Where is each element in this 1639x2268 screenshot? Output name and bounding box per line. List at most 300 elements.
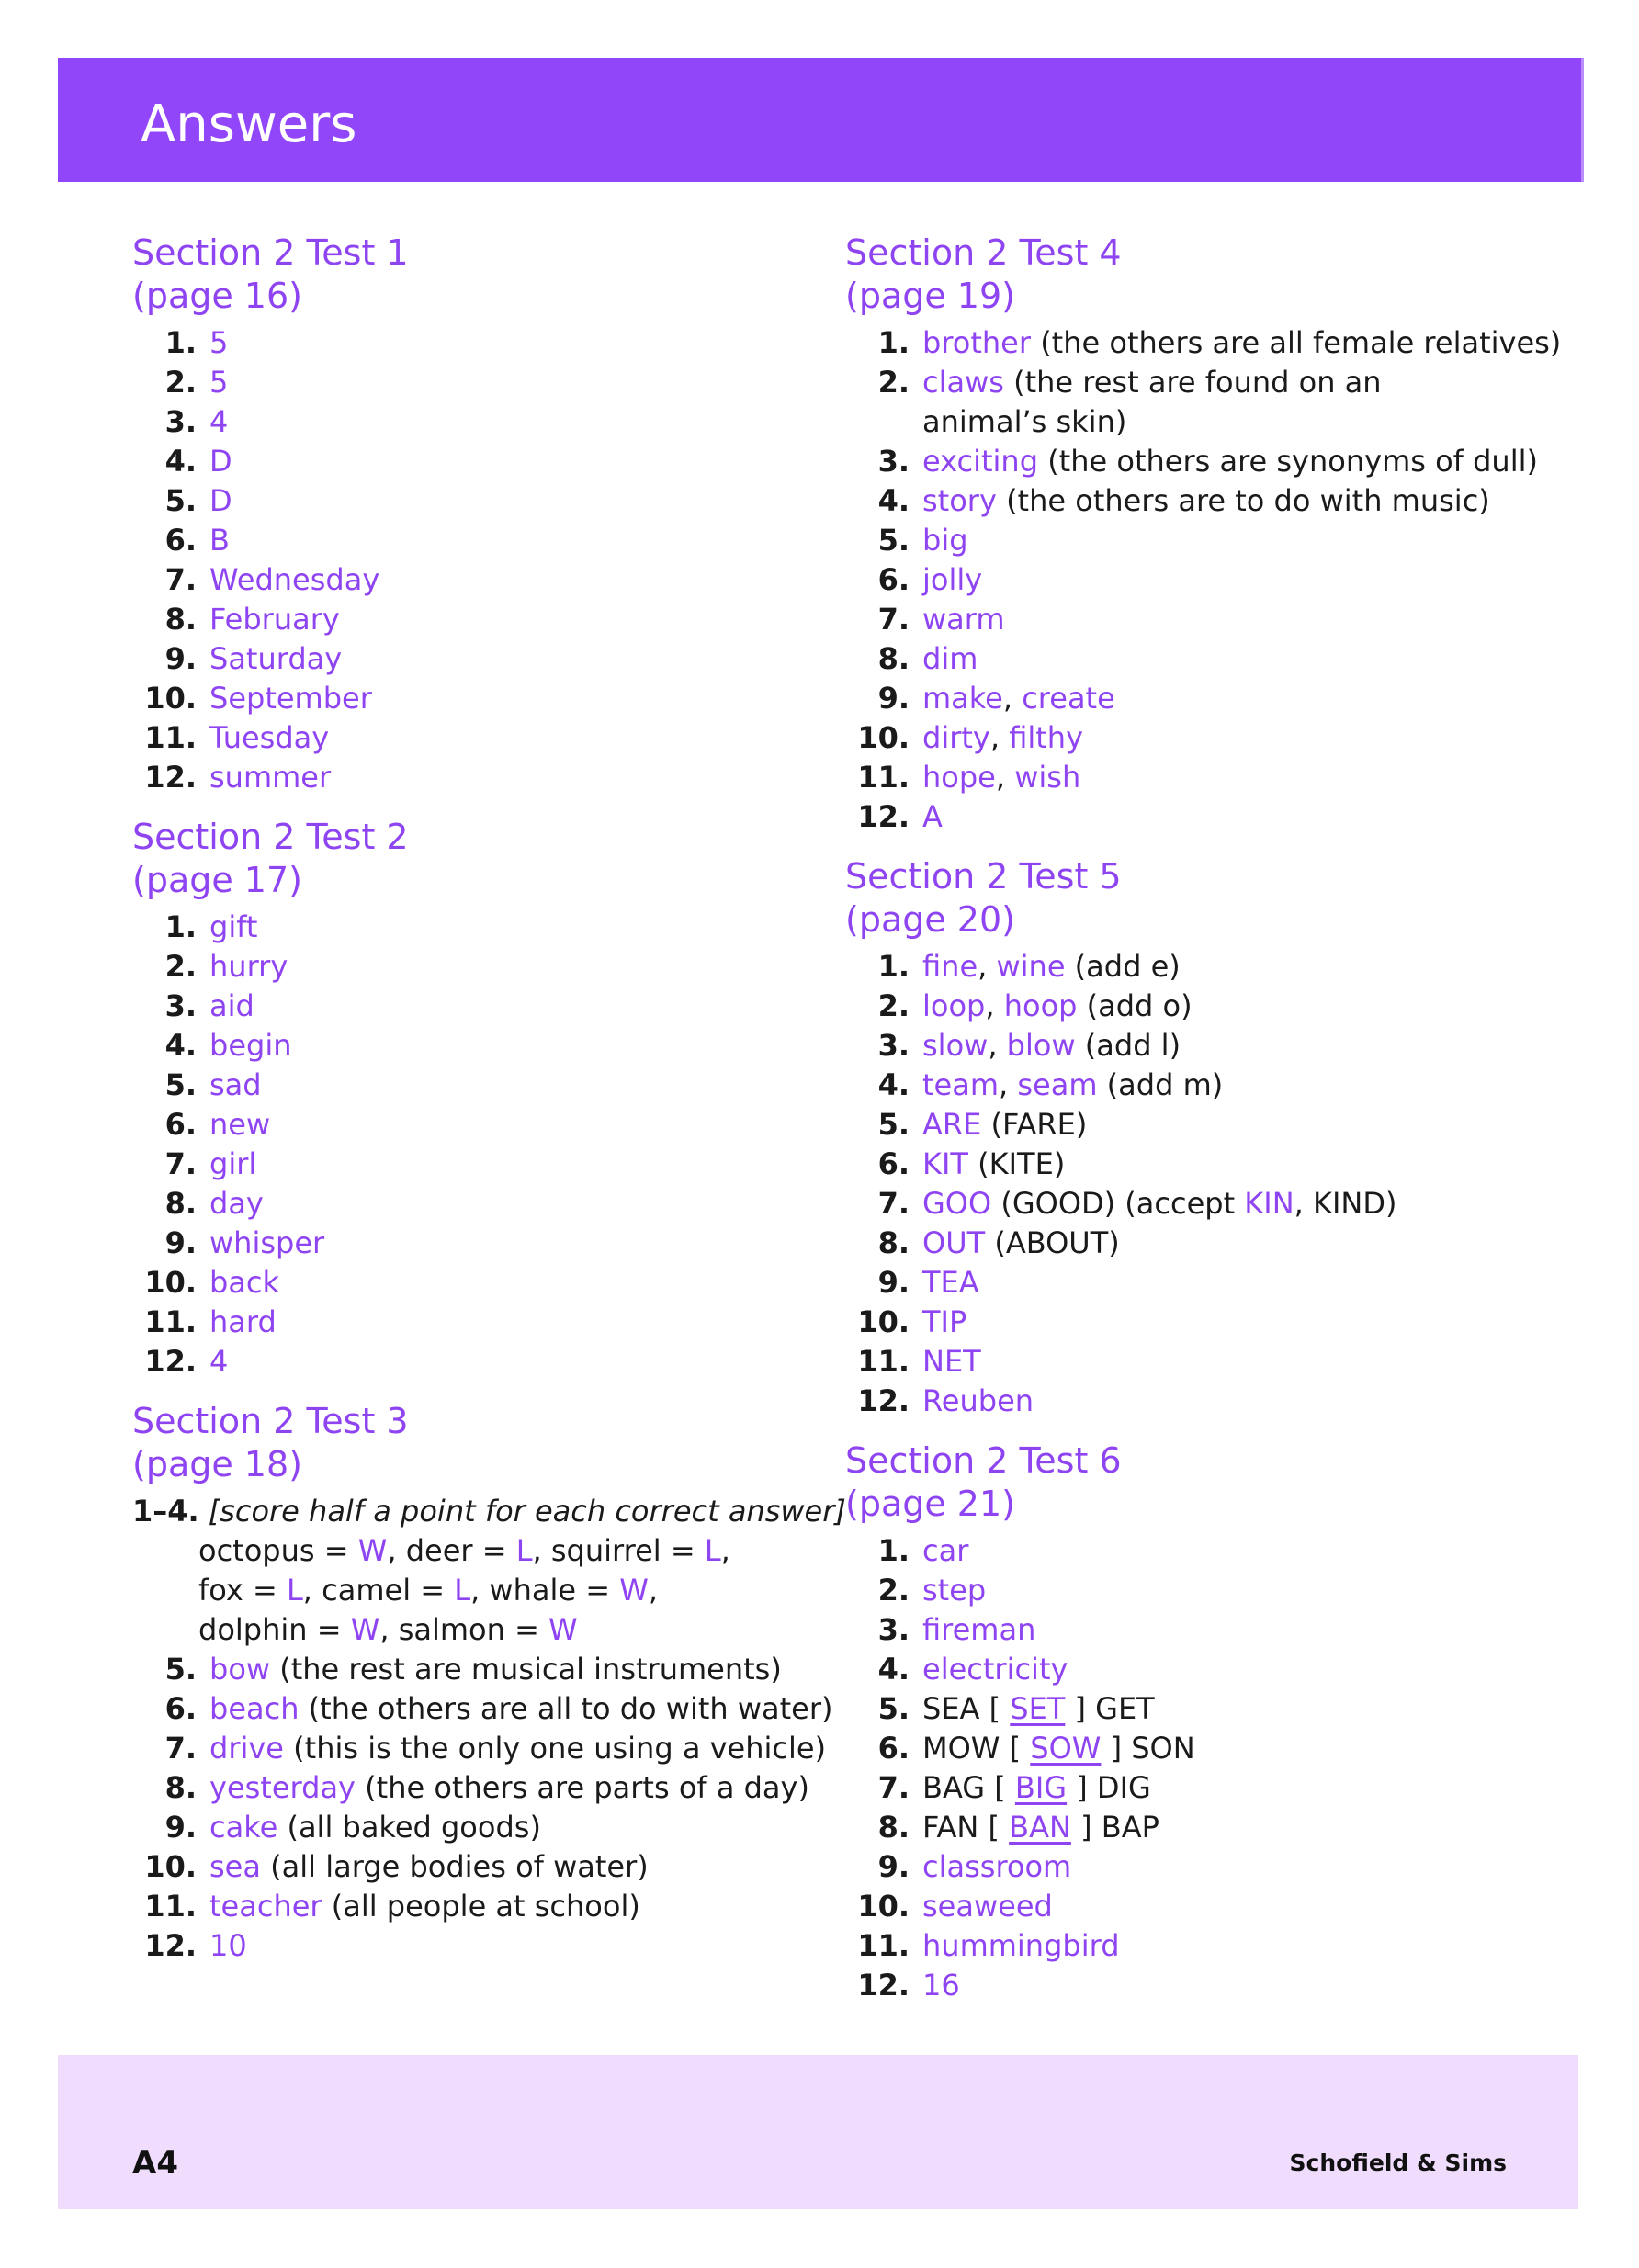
- answer-value: car: [922, 1533, 969, 1568]
- answer-value: create: [1022, 681, 1115, 716]
- answer-value: make: [922, 681, 1003, 716]
- answer-value: filthy: [1009, 720, 1083, 755]
- list-item: [132, 1808, 831, 1847]
- item-content: [209, 1066, 262, 1105]
- answer-value: wine: [996, 949, 1066, 984]
- list-item: [845, 1342, 1543, 1382]
- item-content: [922, 1224, 1120, 1263]
- list-item: [132, 600, 831, 639]
- item-content: [209, 1729, 826, 1768]
- answer-value: hope: [922, 760, 996, 795]
- answer-value: L: [704, 1533, 721, 1568]
- item-number: 9.: [164, 1810, 197, 1845]
- list-item: [845, 560, 1543, 600]
- page-number: A4: [132, 2145, 178, 2182]
- item-number: 5.: [164, 483, 197, 518]
- answer-value: bow: [209, 1652, 271, 1687]
- item-content: [209, 1926, 247, 1966]
- section-2-test-4: [845, 231, 1562, 837]
- list-item: [845, 758, 1543, 797]
- answer-text: MOW [: [922, 1731, 1031, 1766]
- answer-value: KIT: [922, 1146, 968, 1181]
- item-content: [209, 1184, 264, 1224]
- answer-text: ] GET: [1065, 1691, 1155, 1726]
- answer-value: L: [454, 1573, 471, 1608]
- answer-value: TIP: [922, 1304, 967, 1339]
- answer-value: GOO: [922, 1186, 992, 1221]
- item-number: 7.: [877, 602, 910, 637]
- item-content: [922, 1382, 1034, 1421]
- page-title: Answers: [141, 95, 357, 154]
- list-item: [845, 442, 1543, 481]
- item-number: 11.: [857, 1928, 910, 1963]
- answer-text: ] BAP: [1070, 1810, 1159, 1845]
- section-page-ref: (page 21): [845, 1484, 1015, 1524]
- item-number: 7.: [164, 1146, 197, 1181]
- answer-text: ] DIG: [1067, 1770, 1151, 1805]
- item-number: 9.: [877, 681, 910, 716]
- answer-text: , deer =: [387, 1533, 516, 1568]
- list-item: [845, 521, 1543, 560]
- page-header: [58, 58, 1581, 182]
- item-content: [209, 521, 230, 560]
- item-content: [209, 1768, 809, 1808]
- answer-value: slow: [922, 1028, 989, 1063]
- answer-text: octopus =: [198, 1533, 358, 1568]
- item-number: 8.: [877, 1225, 910, 1260]
- item-number: 1.: [877, 1533, 910, 1568]
- item-content: [922, 1689, 1155, 1729]
- answer-list: [845, 323, 1562, 837]
- section-page-ref: (page 18): [132, 1444, 302, 1484]
- item-number: 4.: [164, 444, 197, 479]
- answer-value: warm: [922, 602, 1005, 637]
- item-content: [209, 1105, 270, 1145]
- list-item: [845, 1303, 1543, 1342]
- section-title: Section 2 Test 2: [132, 817, 409, 857]
- answer-text: SEA [: [922, 1691, 1011, 1726]
- item-content: [209, 1145, 256, 1184]
- answer-value: ARE: [922, 1107, 982, 1142]
- answer-note: (add m): [1097, 1067, 1224, 1102]
- item-content: [922, 323, 1561, 363]
- answer-separator: ,: [985, 988, 1004, 1023]
- answer-line: [132, 1531, 831, 1571]
- answer-list: [845, 947, 1543, 1421]
- item-content: [922, 442, 1538, 481]
- answer-value: W: [548, 1612, 578, 1647]
- answer-separator: ,: [1002, 681, 1023, 716]
- item-number: 10.: [857, 720, 910, 755]
- list-item: [132, 521, 831, 560]
- list-item: [132, 1847, 831, 1887]
- item-content: [922, 987, 1193, 1026]
- list-item: [132, 1650, 831, 1689]
- item-number: 3.: [164, 404, 197, 439]
- item-content: [922, 1263, 979, 1303]
- list-item: [845, 718, 1543, 758]
- item-content: [922, 1105, 1087, 1145]
- answer-value: W: [619, 1573, 649, 1608]
- section-page-ref: (page 20): [845, 899, 1015, 940]
- list-item: [132, 1729, 831, 1768]
- item-content: [209, 758, 331, 797]
- item-content: [922, 1847, 1071, 1887]
- answer-value: aid: [209, 988, 254, 1023]
- list-item: [845, 1571, 1543, 1610]
- item-content: [922, 758, 1080, 797]
- answer-value: teacher: [209, 1889, 322, 1924]
- answer-note: (the rest are found on an: [1003, 365, 1382, 400]
- item-content: [209, 1689, 832, 1729]
- item-number: 1.: [164, 325, 197, 360]
- answer-value: hoop: [1003, 988, 1078, 1023]
- list-item: [845, 1689, 1543, 1729]
- answer-value: seam: [1017, 1067, 1098, 1102]
- list-item: [845, 1066, 1543, 1105]
- answer-value: exciting: [922, 444, 1039, 479]
- answer-value: team: [922, 1067, 1000, 1102]
- answer-value: whisper: [209, 1225, 325, 1260]
- item-number: 9.: [877, 1849, 910, 1884]
- list-item: [132, 639, 831, 679]
- answer-value: A: [922, 799, 943, 834]
- answer-value: hard: [209, 1304, 277, 1339]
- item-content: [922, 521, 968, 560]
- item-content: [922, 1966, 960, 2005]
- answer-value: story: [922, 483, 997, 518]
- section-page-ref: (page 16): [132, 276, 302, 316]
- item-content: [922, 560, 982, 600]
- item-content: [209, 363, 228, 402]
- item-number: 2.: [164, 365, 197, 400]
- list-item: [845, 323, 1562, 363]
- section-2-test-6: [845, 1439, 1543, 2005]
- answer-note: (FARE): [981, 1107, 1088, 1142]
- item-content: [922, 1926, 1120, 1966]
- answer-value: drive: [209, 1731, 284, 1766]
- answer-value: back: [209, 1265, 280, 1300]
- item-content: [922, 1066, 1223, 1105]
- list-item: [132, 947, 831, 987]
- answer-value: SET: [1010, 1691, 1066, 1726]
- answer-value: gift: [209, 909, 258, 944]
- item-number: 2.: [877, 988, 910, 1023]
- answer-value: D: [209, 444, 232, 479]
- item-number: 9.: [164, 1225, 197, 1260]
- list-item: [845, 1847, 1543, 1887]
- page-footer: [58, 2055, 1578, 2209]
- item-number: 3.: [877, 1028, 910, 1063]
- answer-text: FAN [: [922, 1810, 1010, 1845]
- item-content: [209, 560, 379, 600]
- list-item: [132, 718, 831, 758]
- list-item: [132, 1926, 831, 1966]
- answer-value: new: [209, 1107, 271, 1142]
- answer-value: day: [209, 1186, 264, 1221]
- item-content: [922, 679, 1115, 718]
- item-number: 11.: [857, 760, 910, 795]
- answer-note: (all people at school): [322, 1889, 640, 1924]
- answer-note: (the others are all to do with water): [299, 1691, 833, 1726]
- list-item: [845, 1145, 1543, 1184]
- answer-value: February: [209, 602, 340, 637]
- item-number: 6.: [164, 1691, 197, 1726]
- answer-note: (the others are synonyms of dull): [1038, 444, 1538, 479]
- list-item: [845, 1263, 1543, 1303]
- item-number: 6.: [164, 1107, 197, 1142]
- answer-text: , camel =: [302, 1573, 455, 1608]
- answer-note: (this is the only one using a vehicle): [283, 1731, 827, 1766]
- answer-value: Saturday: [209, 641, 343, 676]
- list-item: [845, 1382, 1543, 1421]
- item-number: 4.: [877, 1652, 910, 1687]
- answer-text: BAG [: [922, 1770, 1015, 1805]
- answer-value: 10: [209, 1928, 247, 1963]
- item-content: [922, 1729, 1195, 1768]
- list-item: [132, 402, 831, 442]
- list-item: [845, 1966, 1543, 2005]
- list-item: [132, 1887, 831, 1926]
- section-title: Section 2 Test 1: [132, 232, 409, 273]
- section-2-test-2: [132, 816, 831, 1382]
- item-number: 5.: [164, 1067, 197, 1102]
- item-content: [209, 987, 254, 1026]
- answer-line: [132, 1571, 831, 1610]
- item-content: [922, 718, 1083, 758]
- answer-value: Reuben: [922, 1383, 1034, 1418]
- list-item: [132, 1768, 831, 1808]
- list-item: [845, 1926, 1543, 1966]
- section-title: Section 2 Test 3: [132, 1401, 409, 1441]
- answer-value: wish: [1014, 760, 1081, 795]
- answer-text: , squirrel =: [532, 1533, 705, 1568]
- answer-note: (add o): [1077, 988, 1193, 1023]
- answer-value: dim: [922, 641, 978, 676]
- item-number: 3.: [164, 988, 197, 1023]
- item-content: [922, 1768, 1151, 1808]
- list-item: [132, 1224, 831, 1263]
- item-content: [922, 1184, 1396, 1224]
- publisher-name: Schofield & Sims: [1289, 2150, 1507, 2176]
- answer-value: brother: [922, 325, 1032, 360]
- item-content: [209, 1342, 228, 1382]
- scoring-note: [score half a point for each correct answer]: [208, 1494, 846, 1529]
- item-number: 10.: [144, 1849, 197, 1884]
- item-number: 2.: [877, 365, 910, 400]
- item-number: 7.: [877, 1186, 910, 1221]
- answer-value: 16: [922, 1968, 960, 2003]
- item-content: [209, 639, 342, 679]
- answer-value: W: [357, 1533, 388, 1568]
- list-item: [845, 987, 1543, 1026]
- answer-value: classroom: [922, 1849, 1072, 1884]
- answer-text: ,: [720, 1533, 730, 1568]
- answer-value: Tuesday: [209, 720, 330, 755]
- item-number: 2.: [164, 949, 197, 984]
- list-item: [845, 1105, 1543, 1145]
- answer-value: sea: [209, 1849, 261, 1884]
- answer-note: (KITE): [967, 1146, 1066, 1181]
- item-content: [922, 1610, 1035, 1650]
- section-2-test-1: [132, 231, 831, 797]
- answer-value: OUT: [922, 1225, 986, 1260]
- item-number: 9.: [164, 641, 197, 676]
- answer-value: L: [515, 1533, 533, 1568]
- item-number: 10.: [857, 1889, 910, 1924]
- item-content: [922, 1887, 1053, 1926]
- list-item: [132, 442, 831, 481]
- answer-separator: ,: [995, 760, 1015, 795]
- answer-value: SOW: [1030, 1731, 1102, 1766]
- item-number: 8.: [164, 602, 197, 637]
- answer-value: hummingbird: [922, 1928, 1120, 1963]
- item-number: 12.: [857, 799, 910, 834]
- answer-value: seaweed: [922, 1889, 1053, 1924]
- item-content: [922, 1145, 1065, 1184]
- item-content: [922, 600, 1005, 639]
- left-column: [132, 231, 846, 1984]
- list-item: [845, 1887, 1543, 1926]
- list-item: [132, 560, 831, 600]
- list-item: [132, 1342, 831, 1382]
- answer-value: NET: [922, 1344, 981, 1379]
- answer-value: jolly: [922, 562, 983, 597]
- answer-note: (the others are all female relatives): [1031, 325, 1562, 360]
- item-number: 7.: [877, 1770, 910, 1805]
- list-item: [132, 1105, 831, 1145]
- answer-value: claws: [922, 365, 1004, 400]
- item-number: 5.: [877, 523, 910, 558]
- item-content: [209, 1650, 782, 1689]
- list-item: [845, 1610, 1543, 1650]
- item-number: 11.: [857, 1344, 910, 1379]
- section-2-test-5: [845, 855, 1543, 1421]
- list-item: [845, 1729, 1543, 1768]
- item-number: 6.: [877, 562, 910, 597]
- item-number: 8.: [164, 1186, 197, 1221]
- item-content: [209, 1026, 291, 1066]
- item-number: 1.: [877, 949, 910, 984]
- section-page-ref: (page 19): [845, 276, 1015, 316]
- answer-value: September: [209, 681, 372, 716]
- item-number: 7.: [164, 1731, 197, 1766]
- answer-text: ,: [648, 1573, 659, 1608]
- item-number: 6.: [877, 1731, 910, 1766]
- item-content: [209, 1887, 640, 1926]
- answer-value: step: [922, 1573, 987, 1608]
- section-title: Section 2 Test 6: [845, 1440, 1122, 1481]
- list-item: [132, 908, 831, 947]
- answer-value: D: [209, 483, 232, 518]
- list-item: [845, 1650, 1543, 1689]
- item-content: [922, 1342, 981, 1382]
- list-item: [132, 1263, 831, 1303]
- item-number: 10.: [857, 1304, 910, 1339]
- item-number: 12.: [857, 1383, 910, 1418]
- item-number: 12.: [144, 1344, 197, 1379]
- item-number: 11.: [144, 1889, 197, 1924]
- item-content: [922, 1303, 966, 1342]
- answer-text: , whale =: [470, 1573, 620, 1608]
- list-item: [132, 1303, 831, 1342]
- item-number: 4.: [877, 1067, 910, 1102]
- list-item: [132, 1689, 831, 1729]
- item-number: 3.: [877, 444, 910, 479]
- answer-separator: ,: [989, 720, 1010, 755]
- section-2-test-3: [132, 1400, 846, 1966]
- item-content: [209, 600, 340, 639]
- item-content: [922, 1650, 1068, 1689]
- list-item: [845, 481, 1543, 521]
- answer-value: cake: [209, 1810, 278, 1845]
- item-number: 5.: [877, 1691, 910, 1726]
- item-number: 5.: [877, 1107, 910, 1142]
- item-number: 4.: [164, 1028, 197, 1063]
- item-content: [209, 1263, 279, 1303]
- list-item: [132, 1145, 831, 1184]
- item-number: 8.: [877, 641, 910, 676]
- list-item: [132, 987, 831, 1026]
- item-content: [209, 323, 228, 363]
- list-item: [845, 1768, 1543, 1808]
- item-number: 12.: [144, 760, 197, 795]
- answer-list: [132, 323, 831, 797]
- list-item: [132, 1492, 846, 1531]
- list-item: [132, 1066, 831, 1105]
- answer-value: BIG: [1014, 1770, 1068, 1805]
- answer-separator: ,: [978, 949, 997, 984]
- item-content: [209, 1303, 277, 1342]
- answer-note: (all baked goods): [277, 1810, 541, 1845]
- answer-value: fireman: [922, 1612, 1036, 1647]
- item-content: [209, 1808, 541, 1847]
- list-item: [845, 797, 1543, 837]
- right-column: [845, 231, 1562, 2024]
- item-content: [209, 1847, 649, 1887]
- answer-note: (the others are parts of a day): [355, 1770, 809, 1805]
- answer-value: L: [286, 1573, 303, 1608]
- item-number: 7.: [164, 562, 197, 597]
- item-content: [922, 947, 1181, 987]
- item-number: 10.: [144, 1265, 197, 1300]
- answer-value: TEA: [922, 1265, 979, 1300]
- section-title: Section 2 Test 5: [845, 856, 1122, 897]
- header-edge-rule: [1581, 58, 1584, 182]
- answer-value: 5: [209, 365, 229, 400]
- list-item: [845, 947, 1543, 987]
- answer-note: (GOOD) (accept: [991, 1186, 1245, 1221]
- section-page-ref: (page 17): [132, 860, 302, 900]
- answer-note: (add e): [1065, 949, 1181, 984]
- answer-note: (ABOUT): [985, 1225, 1120, 1260]
- answer-text: dolphin =: [198, 1612, 351, 1647]
- item-number: 12.: [857, 1968, 910, 2003]
- list-item: [845, 600, 1543, 639]
- list-item: [132, 323, 831, 363]
- list-item: [132, 1026, 831, 1066]
- list-item: [132, 1184, 831, 1224]
- list-item: [132, 679, 831, 718]
- item-content: [922, 1571, 986, 1610]
- list-item: [845, 1224, 1543, 1263]
- answer-list: [845, 1531, 1543, 2005]
- item-content: [922, 1808, 1159, 1847]
- answer-value: 5: [209, 325, 229, 360]
- item-content: [922, 481, 1490, 521]
- answer-note: (add l): [1075, 1028, 1181, 1063]
- answer-value: big: [922, 523, 968, 558]
